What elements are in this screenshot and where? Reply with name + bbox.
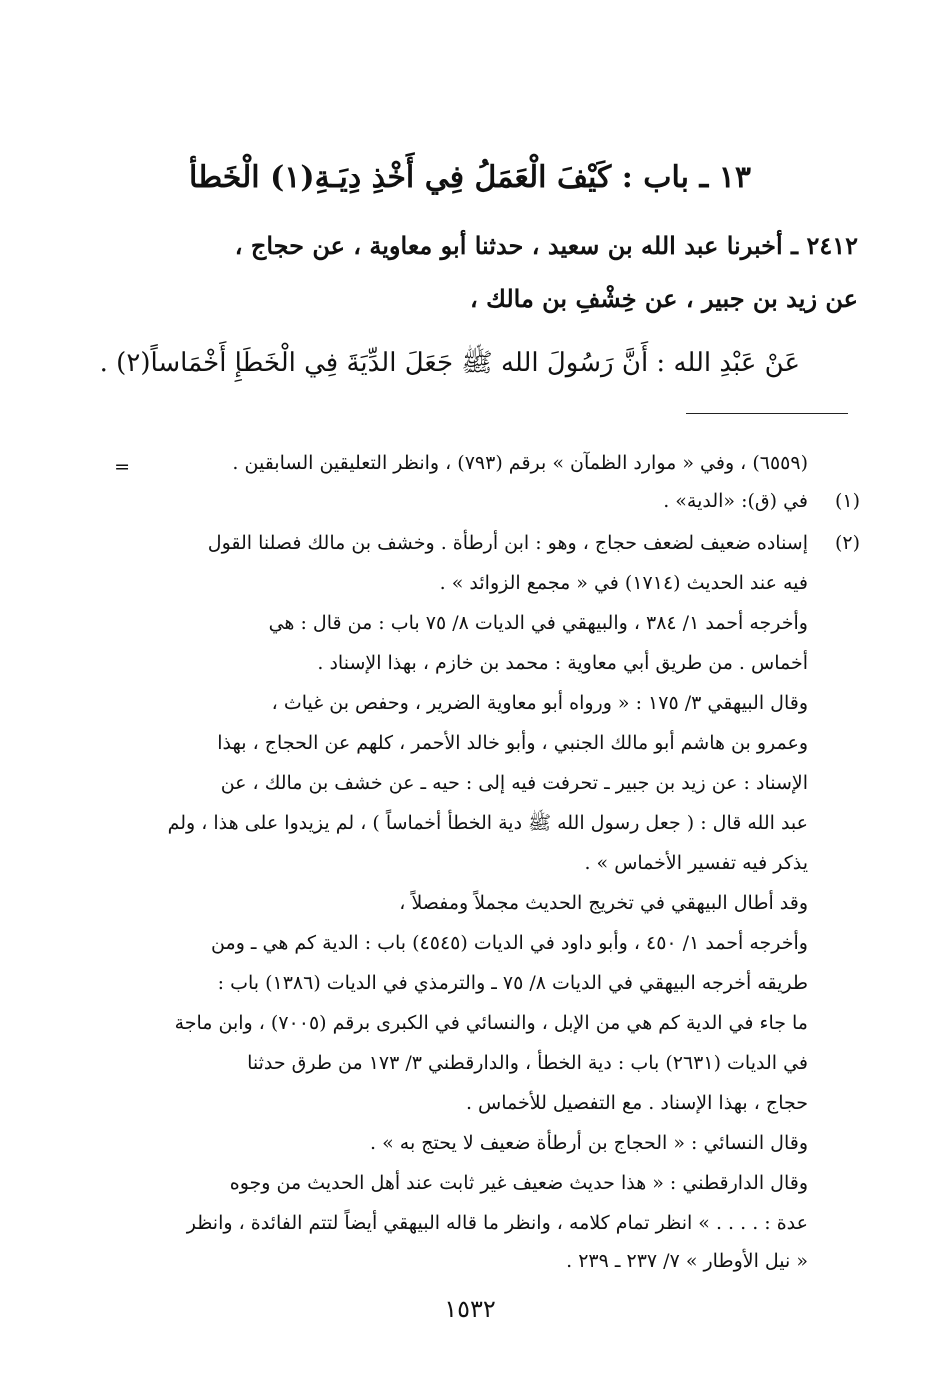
footnote-line: عدة : . . . . » انظر تمام كلامه ، وانظر ما قاله البيهقي أيضاً لتتم الفائدة ، وانظر: [186, 1212, 808, 1234]
footnote-2-number: (٢): [834, 532, 860, 554]
footnote-continuation: (٦٥٥٩) ، وفي « موارد الظمآن » برقم (٧٩٣) ، وانظر التعليقين السابقين .: [232, 452, 808, 474]
footnote-separator: [686, 413, 848, 414]
footnote-line: « نيل الأوطار » ٧/ ٢٣٧ ـ ٢٣٩ .: [566, 1250, 808, 1272]
footnote-line: وعمرو بن هاشم أبو مالك الجنبي ، وأبو خالد الأحمر ، كلهم عن الحجاج ، بهذا: [217, 732, 808, 754]
footnote-line: يذكر فيه تفسير الأخماس » .: [584, 852, 808, 874]
footnote-line: إسناده ضعيف لضعف حجاج ، وهو : ابن أرطأة . وخشف بن مالك فصلنا القول: [207, 532, 808, 554]
chapter-title: ١٣ ـ باب : كَيْفَ الْعَمَلُ فِي أَخْذِ دِيَـةِ(١) الْخَطأ: [189, 160, 751, 195]
footnote-line: طريقه أخرجه البيهقي في الديات ٨/ ٧٥ ـ والترمذي في الديات (١٣٨٦) باب :: [217, 972, 808, 994]
footnote-1-number: (١): [834, 490, 860, 512]
footnote-line: وأخرجه أحمد ١/ ٣٨٤ ، والبيهقي في الديات ٨/ ٧٥ باب : من قال : هي: [268, 612, 808, 634]
hadith-isnad-line-2: عن زيد بن جبير ، عن خِشْفِ بن مالك ،: [470, 284, 858, 313]
hadith-isnad-line-1: ٢٤١٢ ـ أخبرنا عبد الله بن سعيد ، حدثنا أبو معاوية ، عن حجاج ،: [234, 231, 858, 260]
footnote-line: الإسناد : عن زيد بن جبير ـ تحرفت فيه إلى : حيه ـ عن خشف بن مالك ، عن: [220, 772, 808, 794]
footnote-line: حجاج ، بهذا الإسناد . مع التفصيل للأخماس .: [465, 1092, 808, 1114]
footnote-line: وأخرجه أحمد ١/ ٤٥٠ ، وأبو داود في الديات (٤٥٤٥) باب : الدية كم هي ـ ومن: [211, 932, 808, 954]
footnote-1-text: في (ق): «الدية» .: [663, 490, 808, 512]
footnote-line: عبد الله قال : ( جعل رسول الله ﷺ دية الخطأ أخماساً ) ، لم يزيدوا على هذا ، ولم: [167, 812, 808, 834]
footnote-line: وقال البيهقي ٣/ ١٧٥ : « ورواه أبو معاوية الضرير ، وحفص بن غياث ،: [271, 692, 808, 714]
hadith-matn: عَنْ عَبْدِ الله : أَنَّ رَسُولَ الله ﷺ جَعَلَ الدِّيَةَ فِي الْخَطَإِ أَخْمَاساً(٢) .: [99, 348, 800, 378]
footnote-line: ما جاء في الدية كم هي من الإبل ، والنسائي في الكبرى برقم (٧٠٠٥) ، وابن ماجة: [174, 1012, 808, 1034]
page-number: ١٥٣٢: [444, 1295, 496, 1323]
footnote-line: وقد أطال البيهقي في تخريج الحديث مجملاً ومفصلاً ،: [399, 892, 808, 914]
footnote-line: فيه عند الحديث (١٧١٤) في « مجمع الزوائد » .: [439, 572, 808, 594]
footnote-line: وقال النسائي : « الحجاج بن أرطأة ضعيف لا يحتج به » .: [370, 1132, 808, 1154]
footnote-line: وقال الدارقطني : « هذا حديث ضعيف غير ثابت عند أهل الحديث من وجوه: [229, 1172, 808, 1194]
continuation-mark: =: [114, 456, 130, 478]
footnote-line: في الديات (٢٦٣١) باب : دية الخطأ ، والدارقطني ٣/ ١٧٣ من طرق حدثنا: [247, 1052, 808, 1074]
footnote-line: أخماس . من طريق أبي معاوية : محمد بن خازم ، بهذا الإسناد .: [317, 652, 808, 674]
